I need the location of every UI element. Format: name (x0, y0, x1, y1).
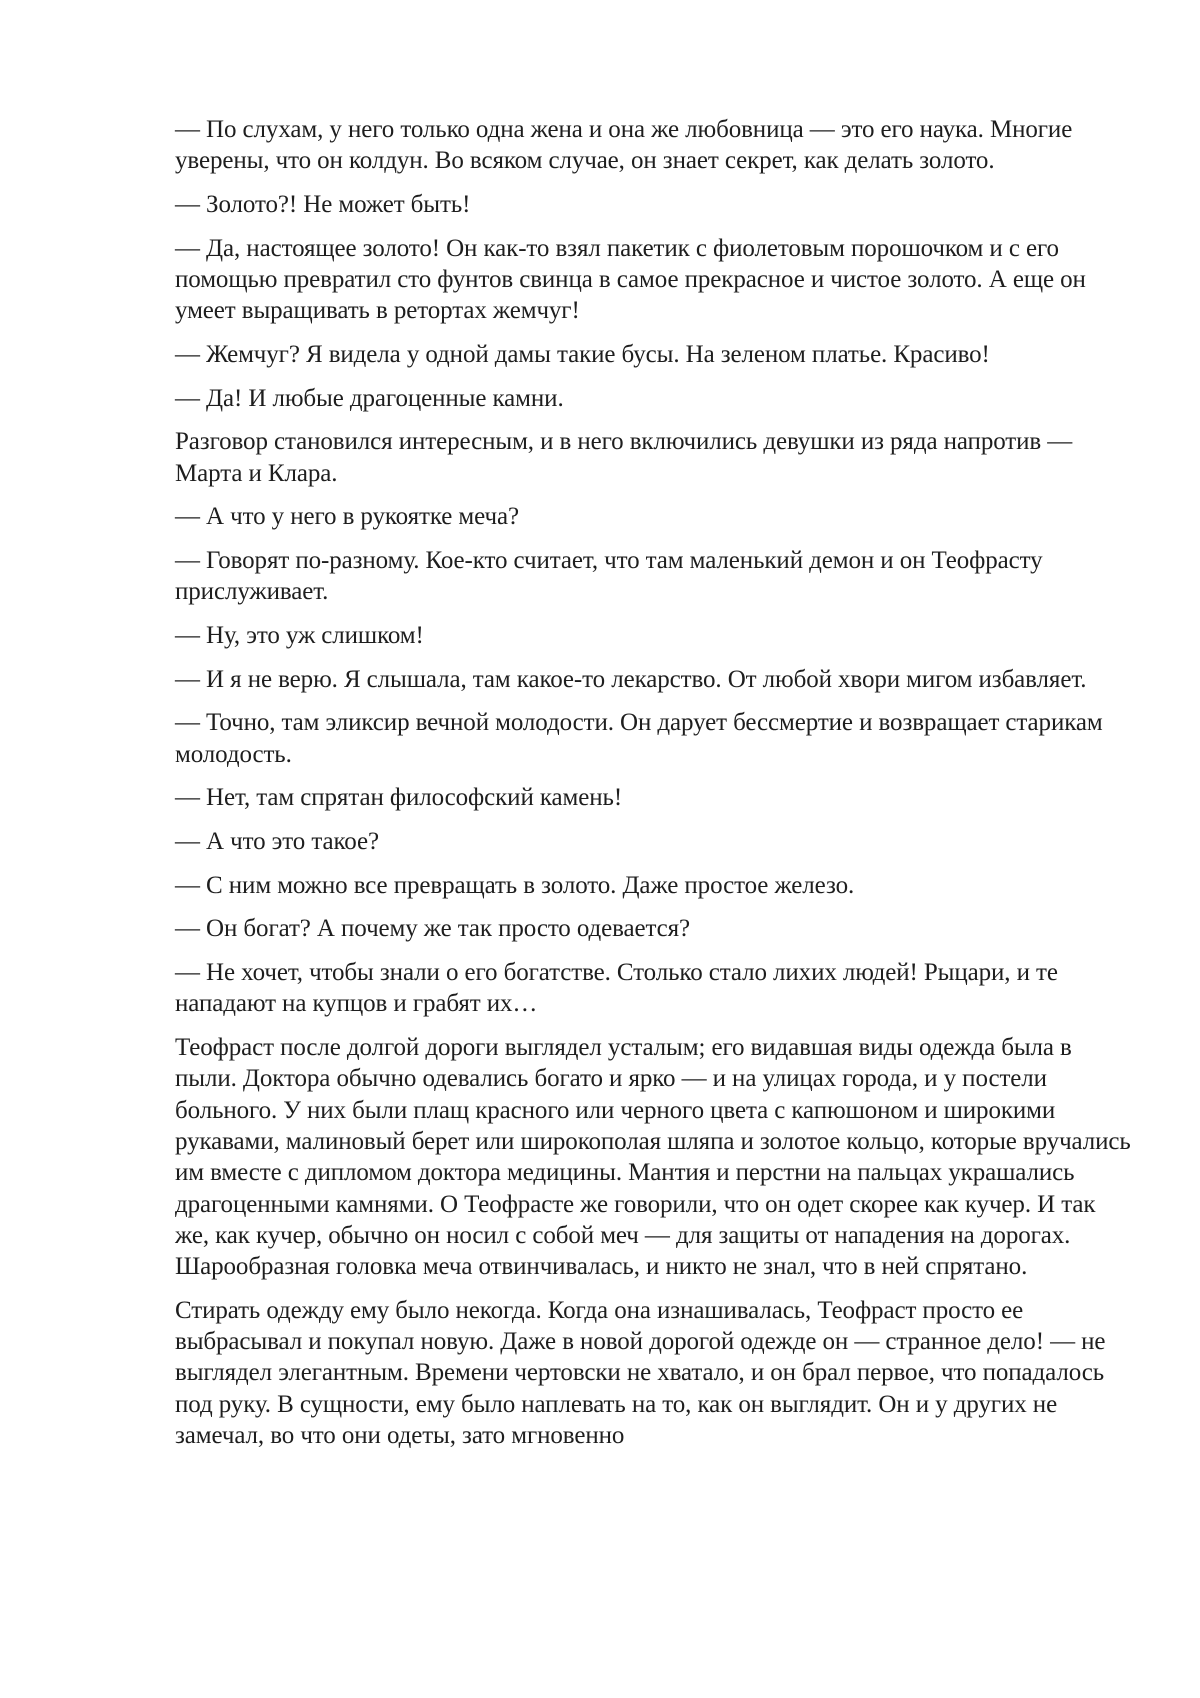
paragraph: Стирать одежду ему было некогда. Когда она изнашивалась, Теофраст просто ее выбрасывал и покупал новую. Даже в новой дорогой одежде он — странное дело! — не выглядел элегантным. Времени чертовски не хватало, и он брал первое, что попадалось под руку. В сущности, ему было наплевать на то, как он выглядит. Он и у других не замечал, во что они одеты, зато мгновенно (175, 1295, 1135, 1451)
paragraph: — По слухам, у него только одна жена и она же любовница — это его наука. Многие уверены, что он колдун. Во всяком случае, он знает секрет, как делать золото. (175, 114, 1135, 177)
paragraph: — И я не верю. Я слышала, там какое-то лекарство. От любой хвори мигом избавляет. (175, 664, 1135, 695)
paragraph: — Точно, там эликсир вечной молодости. Он дарует бессмертие и возвращает старикам молодость. (175, 707, 1135, 770)
paragraph: — Нет, там спрятан философский камень! (175, 782, 1135, 813)
text-column (175, 114, 1135, 1464)
paragraph: Разговор становился интересным, и в него включились девушки из ряда напротив — Марта и Клара. (175, 426, 1135, 489)
paragraph: — С ним можно все превращать в золото. Даже простое железо. (175, 870, 1135, 901)
paragraph: — Жемчуг? Я видела у одной дамы такие бусы. На зеленом платье. Красиво! (175, 339, 1135, 370)
paragraph: — А что у него в рукоятке меча? (175, 501, 1135, 532)
paragraph: — Золото?! Не может быть! (175, 189, 1135, 220)
paragraph: — Не хочет, чтобы знали о его богатстве. Столько стало лихих людей! Рыцари, и те нападают на купцов и грабят их… (175, 957, 1135, 1020)
paragraph: — А что это такое? (175, 826, 1135, 857)
paragraph: — Да, настоящее золото! Он как-то взял пакетик с фиолетовым порошочком и с его помощью превратил сто фунтов свинца в самое прекрасное и чистое золото. А еще он умеет выращивать в ретортах жемчуг! (175, 233, 1135, 327)
paragraph: Теофраст после долгой дороги выглядел усталым; его видавшая виды одежда была в пыли. Доктора обычно одевались богато и ярко — и на улицах города, и у постели больного. У них были плащ красного или черного цвета с капюшоном и широкими рукавами, малиновый берет или широкополая шляпа и золотое кольцо, которые вручались им вместе с дипломом доктора медицины. Мантия и перстни на пальцах украшались драгоценными камнями. О Теофрасте же говорили, что он одет скорее как кучер. И так же, как кучер, обычно он носил с собой меч — для защиты от нападения на дорогах. Шарообразная головка меча отвинчивалась, и никто не знал, что в ней спрятано. (175, 1032, 1135, 1282)
paragraph: — Ну, это уж слишком! (175, 620, 1135, 651)
paragraph: — Говорят по-разному. Кое-кто считает, что там маленький демон и он Теофрасту прислуживает. (175, 545, 1135, 608)
paragraph: — Он богат? А почему же так просто одевается? (175, 913, 1135, 944)
document-page (0, 0, 1200, 1698)
paragraph: — Да! И любые драгоценные камни. (175, 383, 1135, 414)
